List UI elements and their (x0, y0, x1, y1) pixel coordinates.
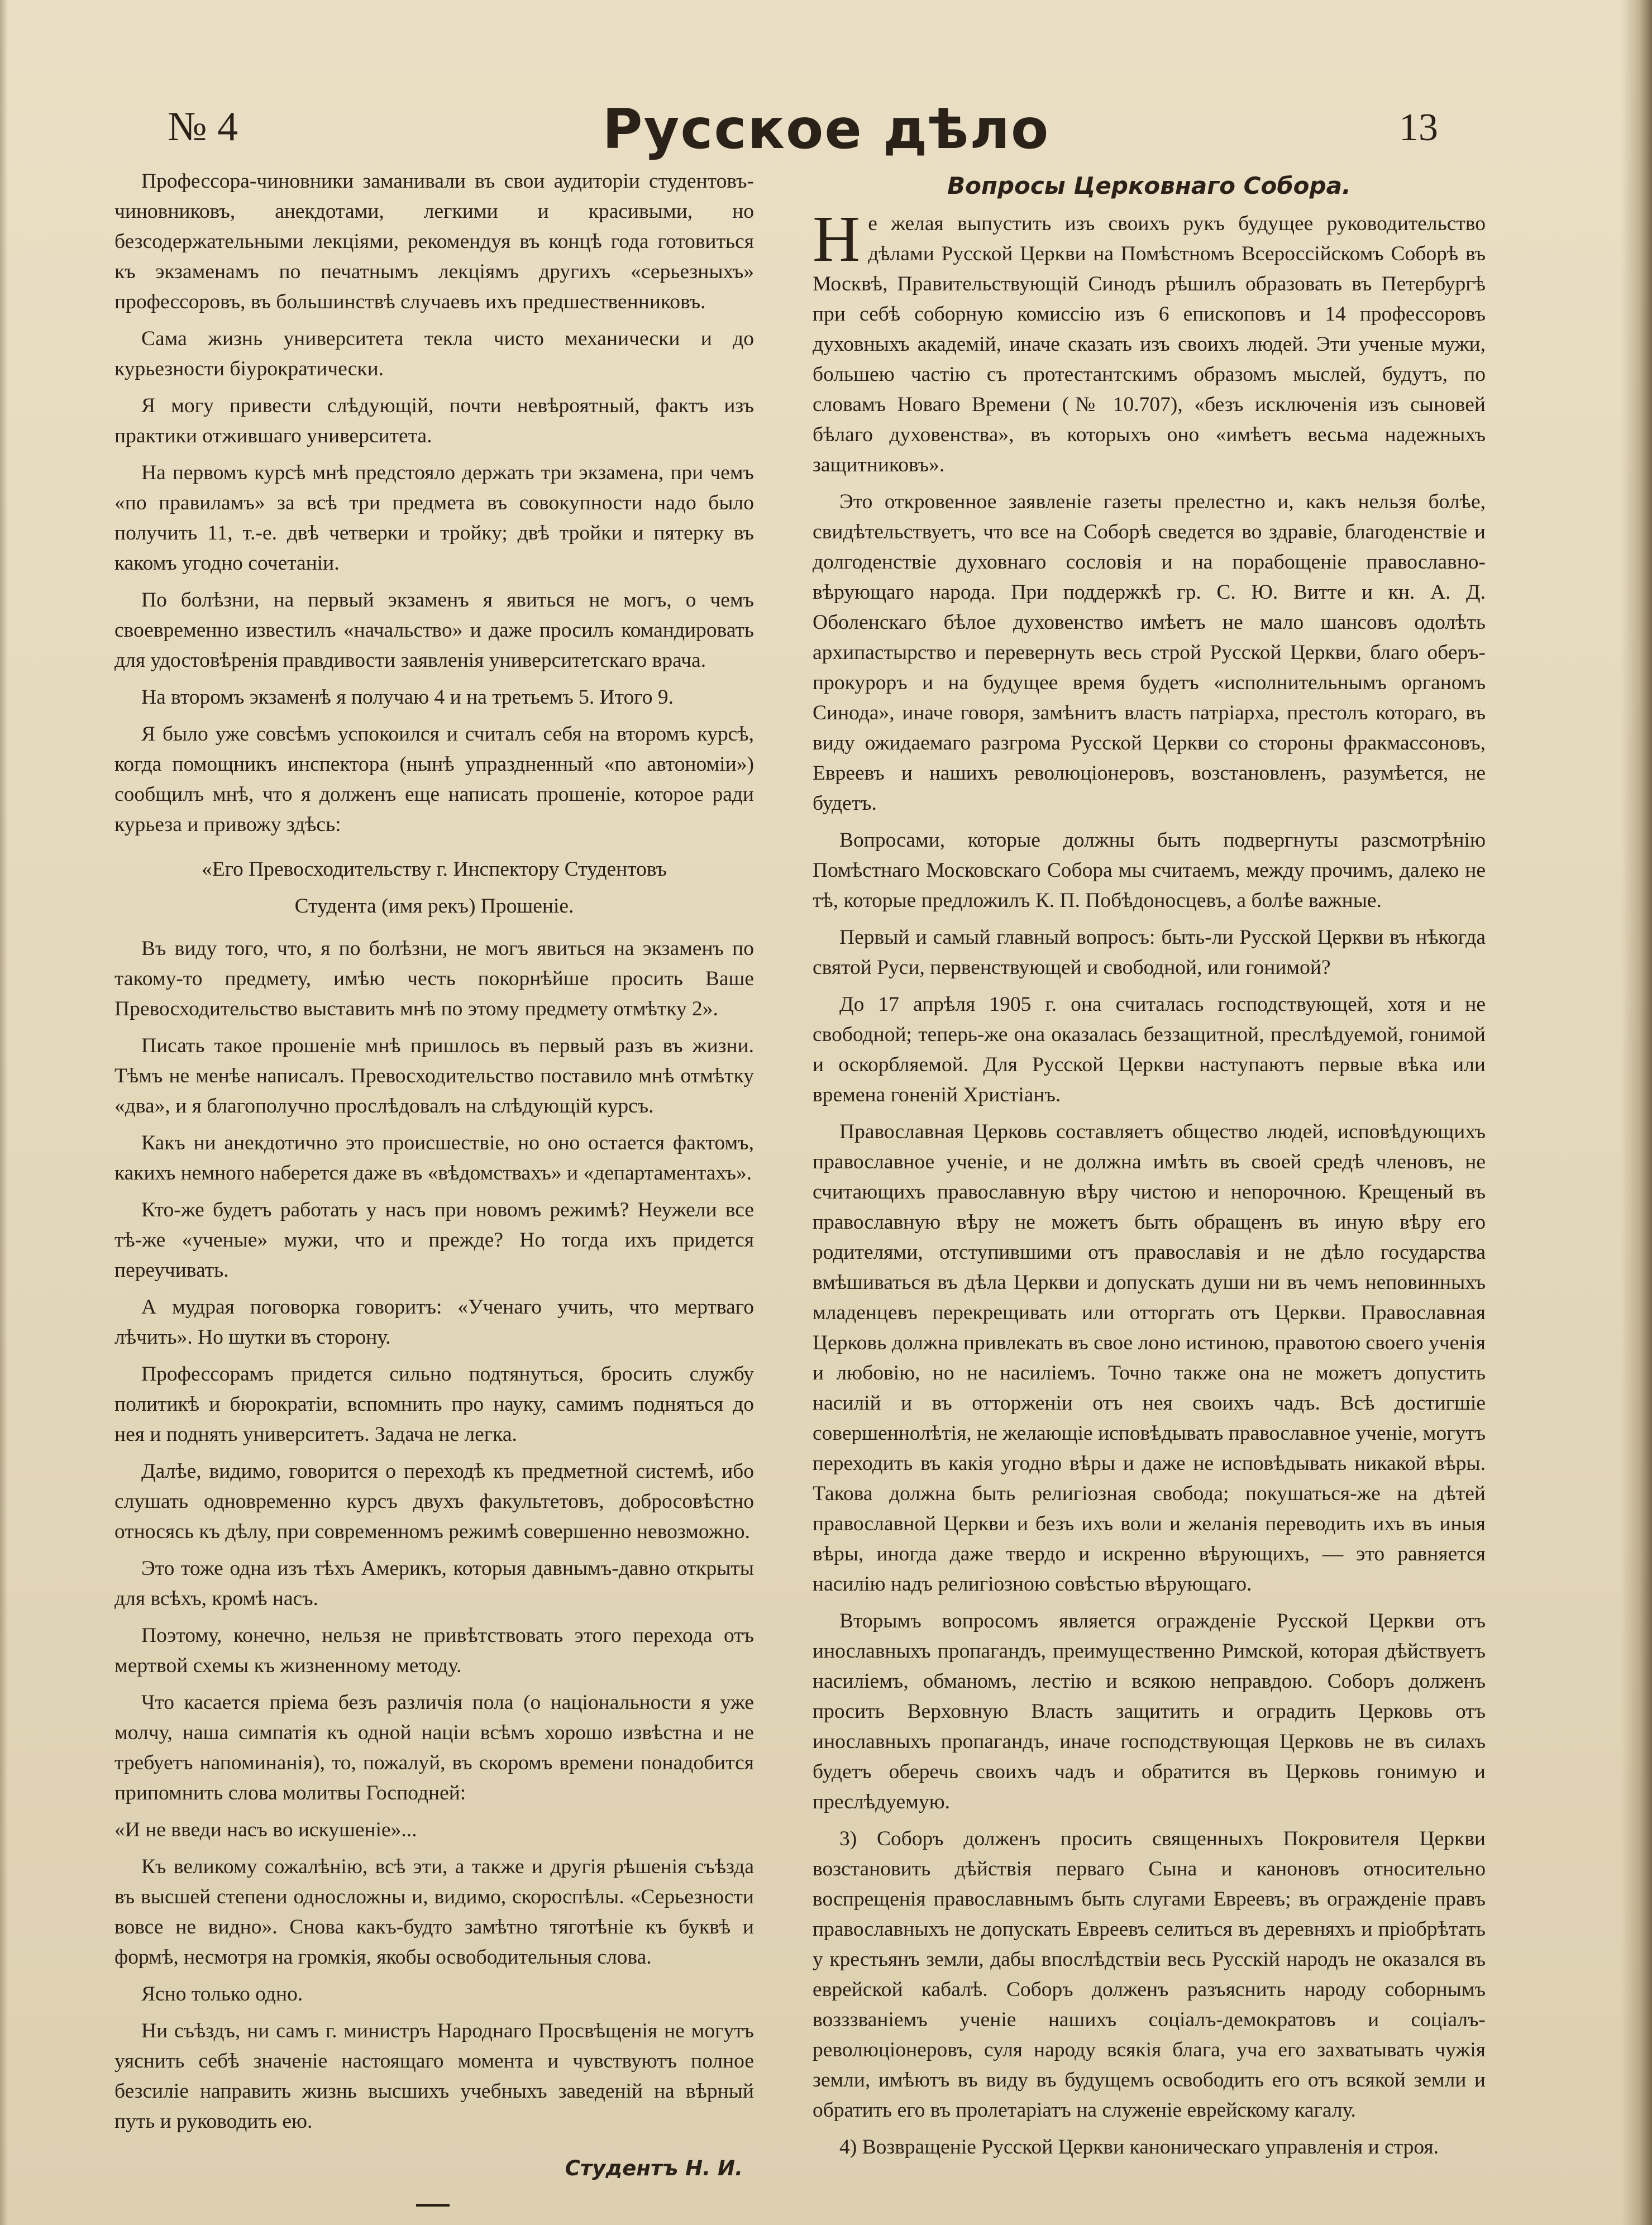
paragraph: Вопросами, которые должны быть подвергнуты разсмотрѣнію Помѣстнаго Московскаго Собора мы считаемъ, между прочимъ, далеко не тѣ, которые предложилъ К. П. Побѣдоносцевъ, а болѣе важные. (813, 829, 1486, 912)
paragraph: Къ великому сожалѣнію, всѣ эти, а также и другія рѣшенія съѣзда въ высшей степени односложны и, видимо, скороспѣлы. «Серьезности вовсе не видно». Снова какъ-будто замѣтно тяготѣніе къ буквѣ и формѣ, несмотря на громкія, якобы освободительныя слова. (114, 1855, 754, 1969)
article-signature: Студентъ Н. И. (565, 2156, 743, 2180)
paragraph: Профессора-чиновники заманивали въ свои аудиторіи студентовъ-чиновниковъ, анекдотами, легкими и красивыми, но безсодержательными лекціями, рекомендуя въ концѣ года готовиться къ экзаменамъ по печатнымъ лекціямъ другихъ «серьезныхъ» профессоровъ, въ большинствѣ случаевъ ихъ предшественниковъ. (114, 170, 754, 313)
newspaper-title: Русское дѣло (602, 98, 1050, 161)
masthead (0, 98, 1652, 170)
paragraph: Въ виду того, что, я по болѣзни, не могъ явиться на экзаменъ по такому-то предмету, имѣю честь покорнѣйше просить Ваше Превосходительство выставить мнѣ по этому предмету отмѣтку 2». (114, 937, 754, 1020)
paragraph: Вторымъ вопросомъ является огражденіе Русской Церкви отъ инославныхъ пропагандъ, преимущественно Римской, которая дѣйствуетъ насиліемъ, обманомъ, лестію и всякою неправдою. Соборъ долженъ просить Верховную Власть защитить и оградить Церковь отъ инославныхъ пропагандъ, иначе господствующая Церковь не въ силахъ будетъ оберечь своихъ чадъ и обратится въ Церковь гонимую и преслѣдуемую. (813, 1610, 1486, 1813)
paragraph: По болѣзни, на первый экзаменъ я явиться не могъ, о чемъ своевременно известилъ «начальство» и даже просилъ командировать для удостовѣренія правдивости заявленія университетскаго врача. (114, 589, 754, 672)
paragraph: А мудрая поговорка говоритъ: «Ученаго учить, что мертваго лѣчить». Но шутки въ сторону. (114, 1296, 754, 1349)
right-column (813, 166, 1486, 2169)
paragraph: 3) Соборъ долженъ просить священныхъ Покровителя Церкви возстановить дѣйствія перваго Сына и каноновъ относительно воспрещенія православнымъ быть слугами Евреевъ; въ огражденіе правъ православныхъ не допускать Евреевъ селиться въ деревняхъ и пріобрѣтать у крестьянъ земли, дабы впослѣдствіи весь Русскій народъ не оказался въ еврейской кабалѣ. Соборъ долженъ разъяснить народу соборнымъ возззваніемъ ученіе нашихъ соціалъ-демократовъ и соціалъ-революціонеровъ, суля народу всякія блага, уча его захватывать чужія земли, имѣютъ въ виду въ будущемъ освободить его отъ всякой земли и обратить его въ пролетаріатъ на служеніе еврейскому кагалу. (813, 1827, 1486, 2122)
article-title: Вопросы Церковнаго Собора. (947, 172, 1351, 199)
left-column (114, 166, 754, 2207)
page-fold-shadow (1621, 0, 1652, 2225)
paragraph: Это откровенное заявленіе газеты прелестно и, какъ нельзя болѣе, свидѣтельствуетъ, что все на Соборѣ сведется во здравіе, благоденствіе и долгоденствіе духовнаго сословія и на порабощеніе православно-вѣрующаго народа. При поддержкѣ гр. С. Ю. Витте и кн. А. Д. Оболенскаго бѣлое духовенство имѣетъ не мало шансовъ одолѣть архипастырство и перевернуть весь строй Русской Церкви, благо оберъ-прокуроръ и на будущее время будетъ «исполнительнымъ органомъ Синода», иначе говоря, замѣнитъ власть патріарха, престолъ котораго, въ виду ожидаемаго разгрома Русской Церкви со стороны фракмассоновъ, Евреевъ и нашихъ революціонеровъ, возстановленъ, разумѣется, не будетъ. (813, 490, 1486, 815)
paragraph: На первомъ курсѣ мнѣ предстояло держать три экзамена, при чемъ «по правиламъ» за всѣ три предмета въ совокупности надо было получить 11, т.-е. двѣ четверки и тройку; двѣ тройки и пятерку въ какомъ угодно сочетаніи. (114, 461, 754, 575)
paragraph: Писать такое прошеніе мнѣ пришлось въ первый разъ въ жизни. Тѣмъ не менѣе написалъ. Превосходительство поставило мнѣ отмѣтку «два», и я благополучно прослѣдовалъ на слѣдующій курсъ. (114, 1034, 754, 1118)
paragraph: Первый и самый главный вопросъ: быть-ли Русской Церкви въ нѣкогда святой Руси, первенствующей и свободной, или гонимой? (813, 926, 1486, 979)
paragraph: Я было уже совсѣмъ успокоился и считалъ себя на второмъ курсѣ, когда помощникъ инспектора (нынѣ упраздненный «по автономіи») сообщилъ мнѣ, что я долженъ еще написать прошеніе, которое ради курьеза и привожу здѣсь: (114, 723, 754, 836)
lead-paragraph (813, 202, 1486, 480)
paragraph: На второмъ экзаменѣ я получаю 4 и на третьемъ 5. Итого 9. (141, 686, 674, 709)
paragraph: Это тоже одна изъ тѣхъ Америкъ, которыя давнымъ-давно открыты для всѣхъ, кромѣ насъ. (114, 1557, 754, 1610)
petition-heading-1: «Его Превосходительству г. Инспектору Студентовъ (201, 858, 667, 881)
page-number: 13 (1399, 106, 1438, 149)
paragraph: Кто-же будетъ работать у насъ при новомъ режимѣ? Неужели все тѣ-же «ученые» мужи, что и прежде? Но тогда ихъ придется переучивать. (114, 1199, 754, 1282)
paragraph: Далѣе, видимо, говорится о переходѣ къ предметной системѣ, ибо слушать одновременно курсъ двухъ факультетовъ, добросовѣстно относясь къ дѣлу, при современномъ режимѣ совершенно невозможно. (114, 1460, 754, 1543)
paragraph: «И не введи насъ во искушеніе»... (114, 1818, 417, 1841)
separator-dash (416, 2204, 450, 2207)
paragraph: Какъ ни анекдотично это происшествіе, но оно остается фактомъ, какихъ немного наберется даже въ «вѣдомствахъ» и «департаментахъ». (114, 1131, 754, 1185)
paragraph: Православная Церковь составляетъ общество людей, исповѣдующихъ православное ученіе, и не должна имѣть въ своей средѣ членовъ, не считающихъ православную вѣру чистою и непорочною. Крещеный въ православную вѣру не можетъ быть обращенъ въ иную вѣру его родителями, отступившими отъ православія и не дѣло государства вмѣшиваться въ дѣла Церкви и допускать души ни въ чемъ неповинныхъ младенцевъ перекрещивать или отторгать отъ Церкви. Православная Церковь должна привлекать въ свое лоно истиною, правотою своего ученія и любовію, но не насиліемъ. Точно также она не можетъ допустить насилій и въ отторженіи отъ нея своихъ чадъ. Всѣ достигшіе совершеннолѣтія, не желающіе исповѣдывать православное ученіе, могутъ переходить въ какія угодно вѣры и даже не исповѣдывать никакой вѣры. Такова должна быть религіозная свобода; покушаться-же на дѣтей православной Церкви и безъ ихъ воли и желанія переводить ихъ въ иныя вѣры, иногда даже твердо и искренно вѣрующихъ, — это равняется насилію надъ религіозною совѣстью вѣрующаго. (813, 1120, 1486, 1596)
petition-heading-2: Студента (имя рекъ) Прошеніе. (294, 895, 574, 918)
paragraph: Что касается пріема безъ различія пола (о національности я уже молчу, наша симпатія къ одной націи всѣмъ хорошо извѣстна и не требуетъ напоминанія), то, пожалуй, въ скоромъ времени понадобится припомнить слова молитвы Господней: (114, 1691, 754, 1804)
page-left-edge (0, 0, 8, 2225)
drop-cap: Н (813, 202, 861, 275)
paragraph: До 17 апрѣля 1905 г. она считалась господствующей, хотя и не свободной; теперь-же она оказалась беззащитной, преслѣдуемой, гонимой и оскорбляемой. Для Русской Церкви наступаютъ первые вѣка или времена гоненій Христіанъ. (813, 993, 1486, 1106)
paragraph: Я могу привести слѣдующій, почти невѣроятный, фактъ изъ практики отжившаго университета. (114, 394, 754, 447)
paragraph: Сама жизнь университета текла чисто механически и до курьезности біурократически. (114, 327, 754, 380)
lead-paragraph-text: е желая выпустить изъ своихъ рукъ будущее руководительство дѣлами Русской Церкви на Помѣстномъ Всероссійскомъ Соборѣ въ Москвѣ, Правительствующій Синодъ рѣшилъ образовать въ Петербургѣ при себѣ соборную комиссію изъ 6 епископовъ и 14 профессоровъ духовныхъ академій, иначе сказать изъ своихъ людей. Эти ученые мужи, большею частію съ протестантскимъ образомъ мыслей, будутъ, по словамъ Новаго Времени (№ 10.707), «безъ исключенія изъ сыновей бѣлаго духовенства», въ которыхъ оно «имѣетъ весьма надежныхъ защитниковъ». (813, 212, 1486, 476)
paragraph: 4) Возвращеніе Русской Церкви каноническаго управленія и строя. (839, 2136, 1439, 2159)
paragraph: Ясно только одно. (141, 1983, 303, 2006)
issue-number: № 4 (168, 104, 238, 150)
paragraph: Профессорамъ придется сильно подтянуться, бросить службу политикѣ и бюрократіи, вспомнить про науку, самимъ подняться до нея и поднять университетъ. Задача не легка. (114, 1363, 754, 1446)
paragraph: Ни съѣздъ, ни самъ г. министръ Народнаго Просвѣщенія не могутъ уяснить себѣ значеніе настоящаго момента и чувствуютъ полное безсиліе направить жизнь высшихъ учебныхъ заведеній на вѣрный путь и руководить ею. (114, 2019, 754, 2133)
paragraph: Поэтому, конечно, нельзя не привѣтствовать этого перехода отъ мертвой схемы къ жизненному методу. (114, 1624, 754, 1677)
